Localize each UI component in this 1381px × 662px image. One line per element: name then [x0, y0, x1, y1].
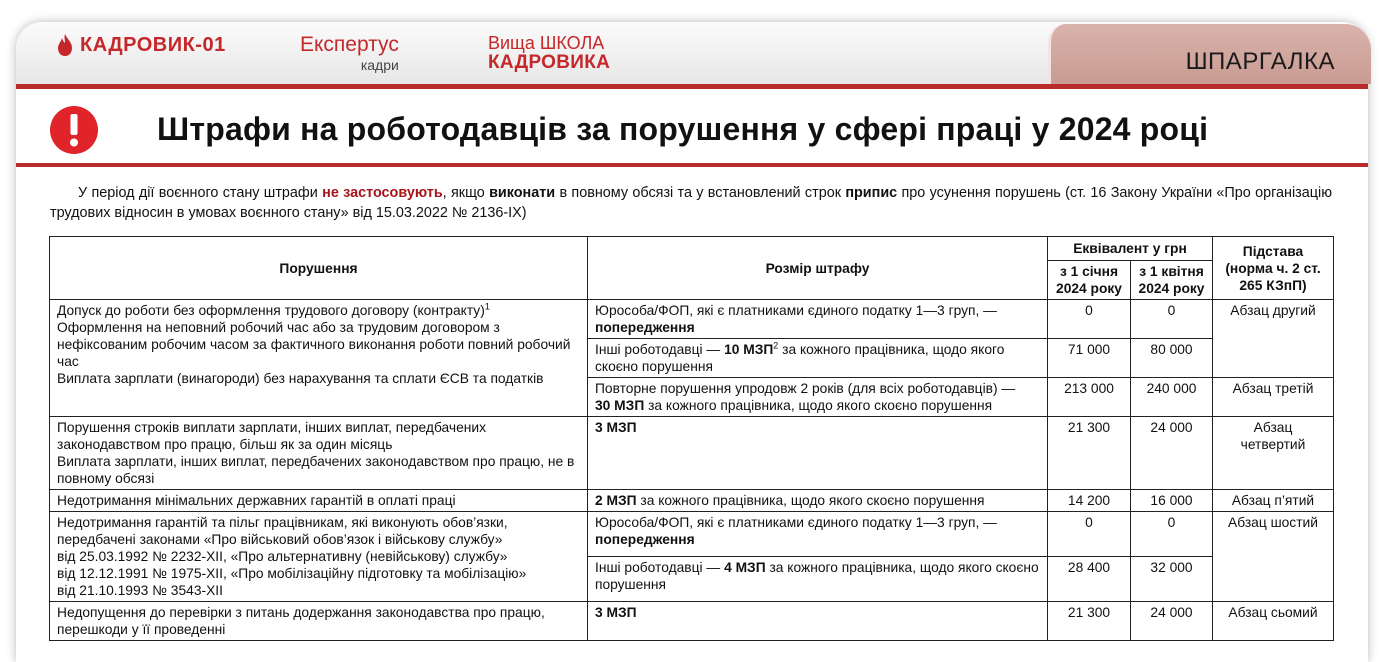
amount-jan: 28 400 [1048, 557, 1131, 602]
fine-cell [588, 490, 1048, 512]
violation-line [57, 302, 580, 319]
fines-table [49, 236, 1334, 641]
basis-cell: Абзац шостий [1213, 512, 1334, 602]
brand-school-line1: Вища ШКОЛА [488, 33, 605, 53]
header-basis: Підстава (норма ч. 2 ст. 265 КЗпП) [1213, 237, 1334, 300]
fine-text: Повторне порушення упродовж 2 років (для всіх роботодавців) — [595, 381, 1016, 396]
violation-cell: Недотримання мінімальних державних гарантій в оплаті праці [50, 490, 588, 512]
header-jan: з 1 січня 2024 року [1048, 261, 1131, 300]
header-divider [16, 84, 1368, 89]
fine-text: за кожного працівника, щодо якого скоєно порушення [636, 493, 985, 508]
fine-cell [588, 512, 1048, 557]
fine-bold: попередження [595, 320, 695, 335]
amount-jan: 71 000 [1048, 339, 1131, 378]
brand-school-line2: КАДРОВИКА [488, 52, 611, 73]
amount-apr: 32 000 [1131, 557, 1213, 602]
table-row [50, 602, 1334, 641]
fine-cell [588, 339, 1048, 378]
violation-line: Оформлення на неповний робочий час або за трудовим договором з нефіксованим робочим часом за фактичного виконання роботи повний робочий час [57, 320, 571, 369]
table-row [50, 417, 1334, 490]
amount-jan: 0 [1048, 300, 1131, 339]
table-row [50, 490, 1334, 512]
basis-cell: Абзац четвертий [1213, 417, 1334, 490]
amount-apr: 24 000 [1131, 417, 1213, 490]
header-fine: Розмір штрафу [588, 237, 1048, 300]
intro-text-4: про усунення порушень (ст. 16 Закону України «Про організацію трудових відносин в умовах воєнного стану» від 15.03.2022 № 2136-IX) [50, 185, 1332, 221]
basis-cell: Абзац третій [1213, 378, 1334, 417]
violation-cell [50, 512, 588, 602]
violation-cell [50, 417, 588, 490]
fine-bold: 4 МЗП [724, 560, 766, 575]
fine-text: Юрособа/ФОП, які є платниками єдиного податку 1—3 груп, — [595, 303, 997, 318]
fine-cell [588, 557, 1048, 602]
violation-cell: Недопущення до перевірки з питань додержання законодавства про працю, перешкоди у її проведенні [50, 602, 588, 641]
exclamation-circle-icon [49, 105, 99, 155]
violation-line: Виплата зарплати (винагороди) без нарахування та сплати ЄСВ та податків [57, 371, 544, 386]
violation-cell [50, 300, 588, 417]
intro-text-2: , якщо [442, 185, 490, 201]
violation-line: Порушення строків виплати зарплати, інших виплат, передбачених законодавством про працю, більш як за один місяць [57, 420, 487, 452]
amount-apr: 0 [1131, 512, 1213, 557]
violation-line: від 25.03.1992 № 2232-XII, «Про альтернативну (невійськову) службу» [57, 549, 508, 564]
footnote-marker: 1 [484, 301, 490, 312]
violation-line: Недотримання гарантій та пільг працівникам, які виконують обов’язки, передбачені законами «Про військовий обов’язок і військову службу» [57, 515, 508, 547]
table-row [50, 512, 1334, 557]
amount-jan: 14 200 [1048, 490, 1131, 512]
fine-bold: 2 МЗП [595, 493, 637, 508]
basis-cell: Абзац п’ятий [1213, 490, 1334, 512]
table-header-row [50, 237, 1334, 261]
header-equivalent: Еквівалент у грн [1048, 237, 1213, 261]
table-row [50, 300, 1334, 339]
intro-execute: виконати [489, 185, 556, 201]
amount-jan: 213 000 [1048, 378, 1131, 417]
header-violation: Порушення [50, 237, 588, 300]
fine-text: за кожного працівника, щодо якого скоєно порушення [644, 398, 993, 413]
amount-apr: 16 000 [1131, 490, 1213, 512]
fine-bold: 30 МЗП [595, 398, 645, 413]
title-divider [16, 163, 1368, 167]
fine-text: за кожного працівника, щодо якого скоєно порушення [595, 560, 1039, 592]
brand-school[interactable] [488, 34, 610, 72]
amount-apr: 80 000 [1131, 339, 1213, 378]
fine-cell [588, 300, 1048, 339]
fine-bold: 10 МЗП [724, 342, 774, 357]
brand-expertus-name: Експертус [300, 33, 399, 56]
fine-text: за кожного працівника, щодо якого скоєно порушення [595, 342, 1005, 374]
fine-text: Інші роботодавці — [595, 560, 725, 575]
header-apr: з 1 квітня 2024 року [1131, 261, 1213, 300]
intro-not-applied: не застосовують [322, 185, 443, 201]
brand-expertus-sub: кадри [360, 57, 399, 73]
amount-apr: 24 000 [1131, 602, 1213, 641]
amount-apr: 240 000 [1131, 378, 1213, 417]
basis-cell: Абзац другий [1213, 300, 1334, 378]
violation-text: Допуск до роботи без оформлення трудового договору (контракту) [57, 303, 485, 318]
footnote-marker: 2 [773, 340, 779, 351]
amount-apr: 0 [1131, 300, 1213, 339]
intro-text-3: в повному обсязі та у встановлений строк [555, 185, 846, 201]
basis-cell: Абзац сьомий [1213, 602, 1334, 641]
brand-kadrovyk-text: КАДРОВИК-01 [80, 33, 226, 56]
fine-cell: 3 МЗП [588, 602, 1048, 641]
fine-text: Інші роботодавці — [595, 342, 725, 357]
flame-icon [56, 33, 74, 57]
amount-jan: 21 300 [1048, 602, 1131, 641]
fine-bold: попередження [595, 532, 695, 547]
brand-kadrovyk[interactable] [56, 33, 226, 57]
amount-jan: 0 [1048, 512, 1131, 557]
violation-line: від 21.10.1993 № 3543-XII [57, 583, 223, 598]
fine-cell [588, 378, 1048, 417]
cheatsheet-tab-label: ШПАРГАЛКА [1185, 48, 1335, 75]
page-title: Штрафи на роботодавців за порушення у сфері праці у 2024 році [157, 111, 1209, 147]
amount-jan: 21 300 [1048, 417, 1131, 490]
intro-order: припис [845, 185, 898, 201]
intro-text-1: У період дії воєнного стану штрафи [78, 185, 323, 201]
cheatsheet-tab [1048, 24, 1371, 84]
violation-line: Виплата зарплати, інших виплат, передбачених законодавством про працю, не в повному обсязі [57, 454, 575, 486]
fine-text: Юрособа/ФОП, які є платниками єдиного податку 1—3 груп, — [595, 515, 997, 530]
brand-expertus[interactable] [300, 34, 399, 72]
intro-paragraph [50, 183, 1332, 223]
violation-line: від 12.12.1991 № 1975-XII, «Про мобілізаційну підготовку та мобілізацію» [57, 566, 527, 581]
fine-cell: 3 МЗП [588, 417, 1048, 490]
